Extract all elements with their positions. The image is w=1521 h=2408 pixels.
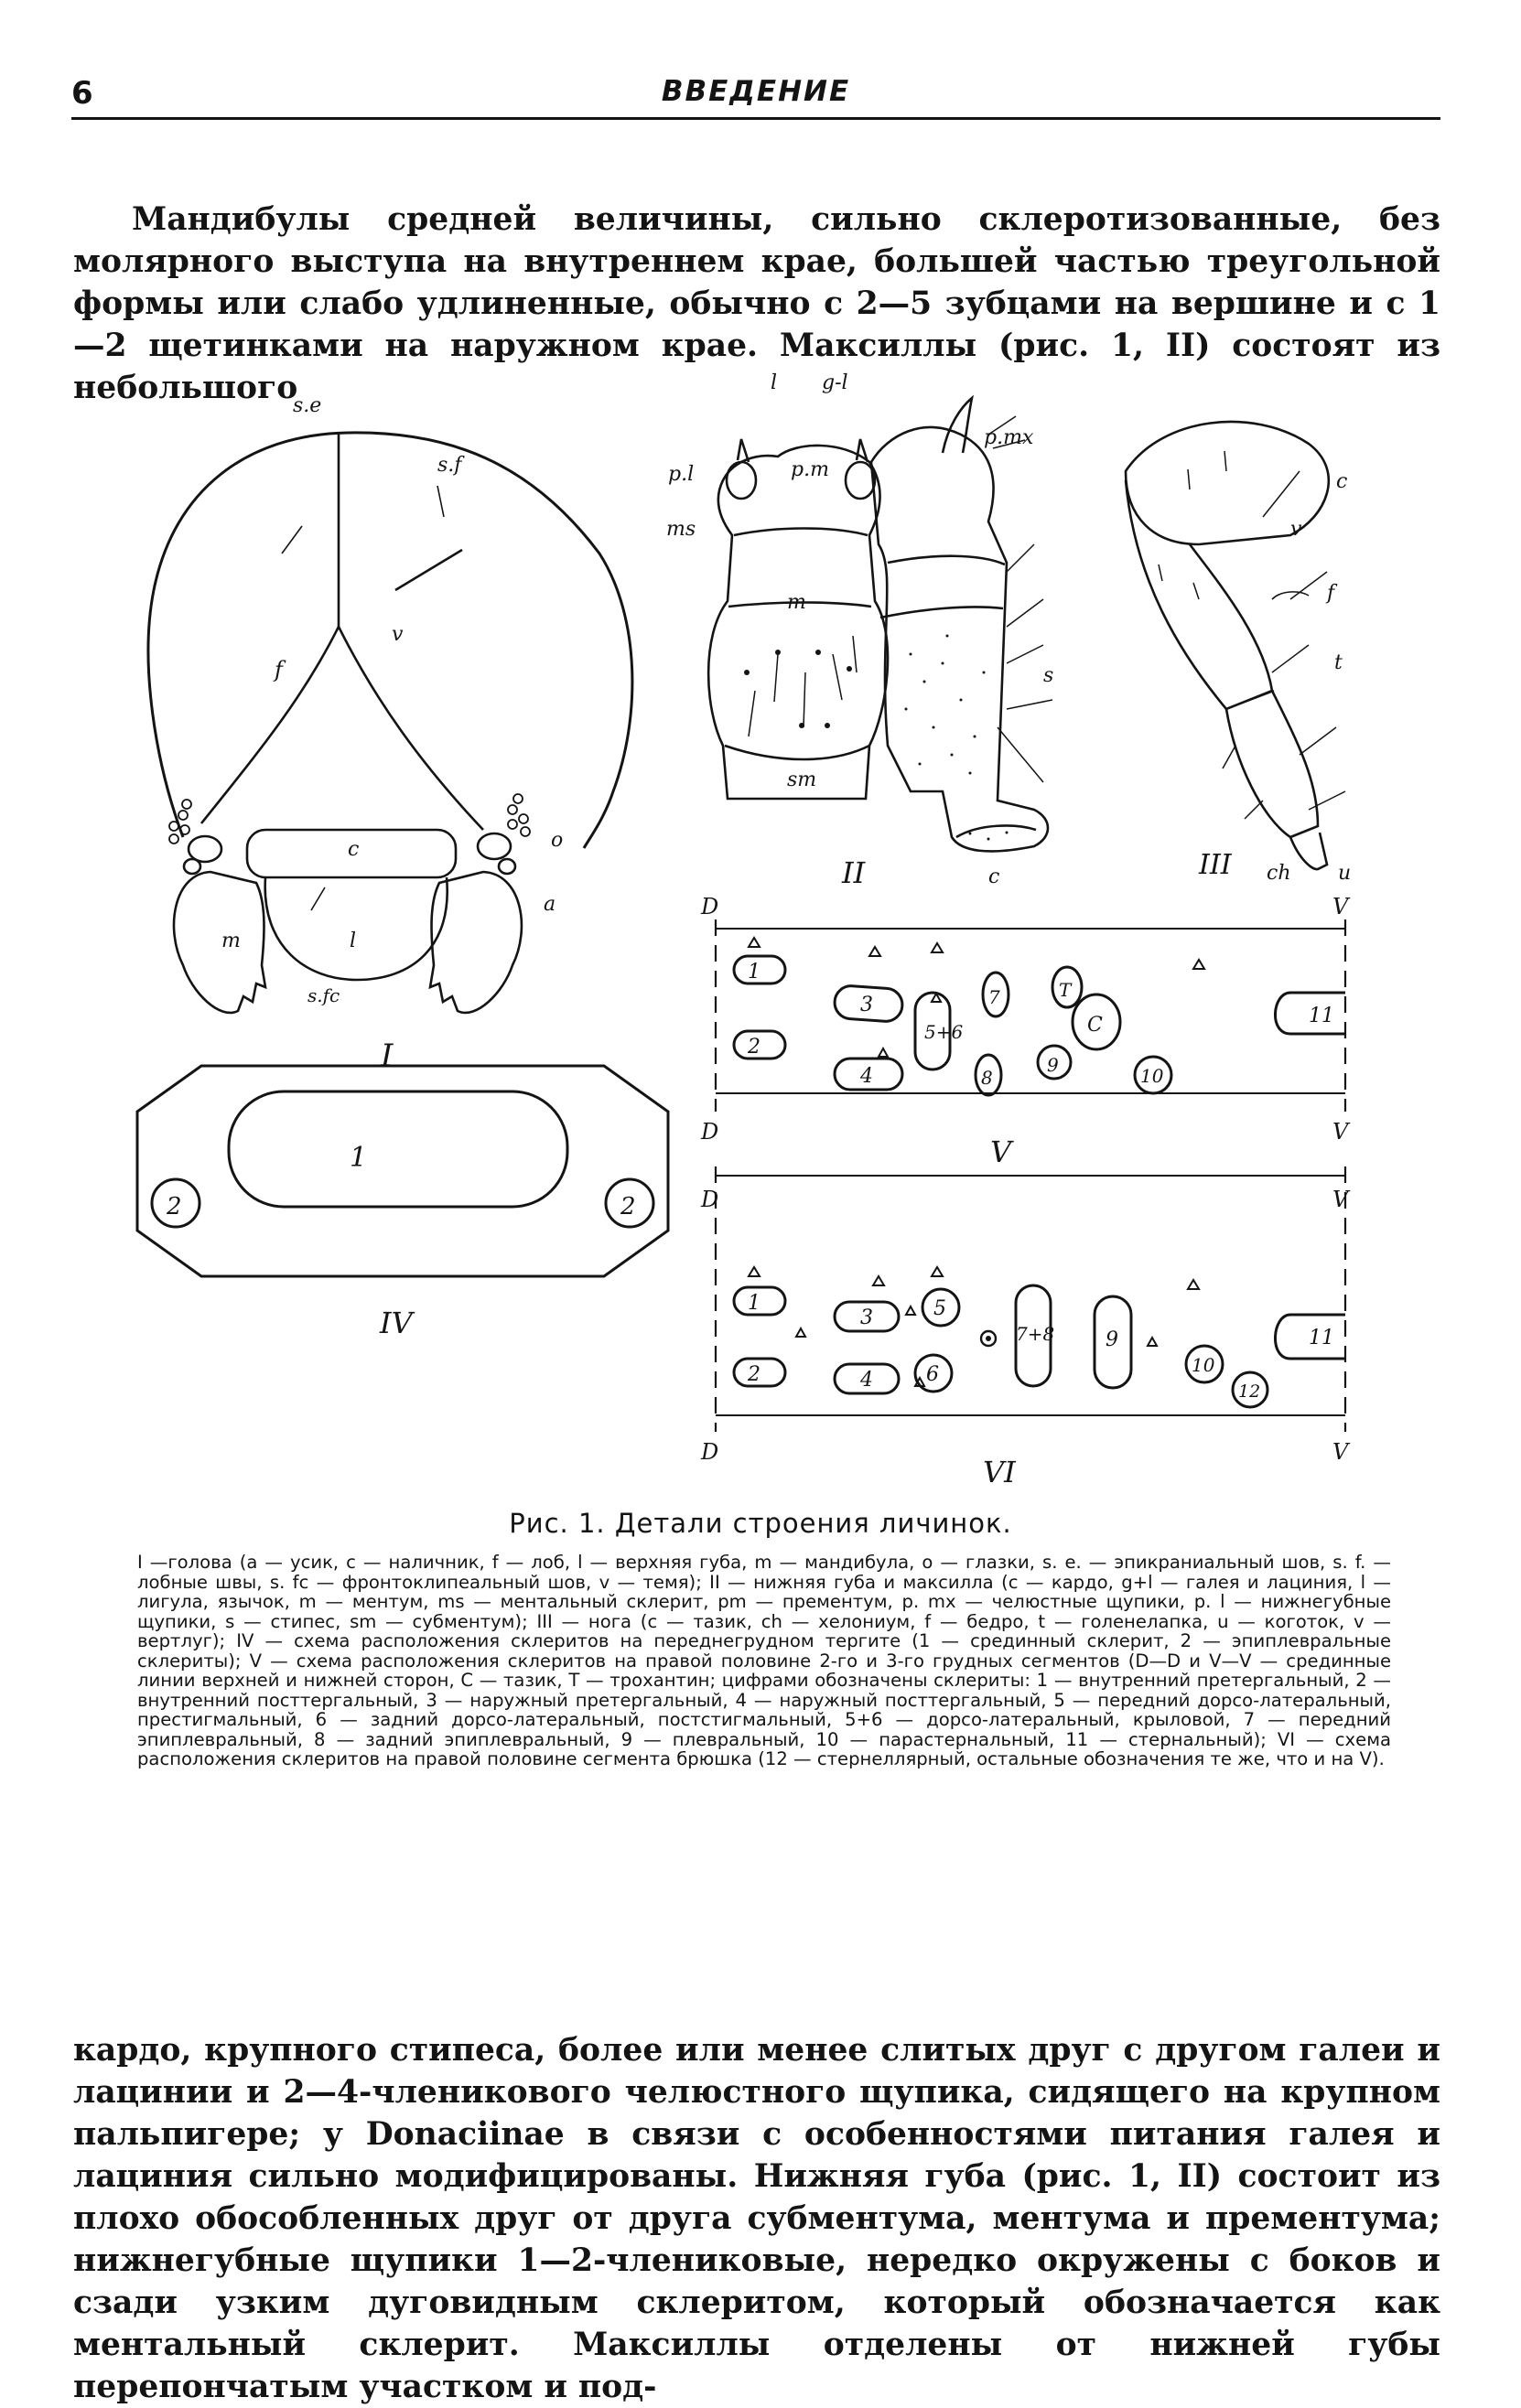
label-l2: l <box>771 371 778 394</box>
VI-9: 9 <box>1106 1328 1118 1351</box>
VI-V-top: V <box>1332 1187 1349 1212</box>
VI-4: 4 <box>860 1369 873 1392</box>
panel-scheme-V <box>700 894 1351 1169</box>
panel-label-II: II <box>842 855 866 890</box>
panel-label-I: I <box>381 1037 394 1074</box>
head-capsule <box>148 433 632 848</box>
label-gl: g-l <box>822 371 848 394</box>
V-2: 2 <box>748 1036 760 1059</box>
figure-1 <box>82 361 1400 1487</box>
prothorax-outline <box>137 1066 668 1276</box>
label-f: f <box>275 657 283 683</box>
VI-5: 5 <box>933 1297 946 1320</box>
maxilla-outline <box>871 427 1048 852</box>
label-f2: f <box>1327 582 1335 605</box>
figure-drawing <box>82 361 1400 1487</box>
VI-D-top: D <box>701 1187 719 1212</box>
panel-scheme-IV <box>137 1066 668 1340</box>
VI-D-bottom: D <box>701 1439 719 1465</box>
running-title: ВВЕДЕНИЕ <box>661 75 851 108</box>
frontal-suture <box>201 627 483 830</box>
V-C: C <box>1087 1014 1103 1037</box>
VI-10: 10 <box>1192 1354 1215 1376</box>
antenna-right <box>478 833 511 859</box>
IV-1: 1 <box>350 1142 368 1174</box>
VI-1: 1 <box>748 1292 760 1315</box>
panel-scheme-VI <box>700 1166 1351 1487</box>
V-T: T <box>1059 979 1072 1001</box>
VI-12: 12 <box>1238 1381 1261 1402</box>
label-ms: ms <box>666 518 696 541</box>
ocelli-right <box>508 794 530 836</box>
running-header <box>71 71 1440 117</box>
V-1: 1 <box>748 961 760 984</box>
panel-label-V: V <box>990 1134 1012 1169</box>
V-11: 11 <box>1309 1005 1334 1027</box>
VI-3: 3 <box>860 1306 873 1329</box>
label-pm: p.m <box>791 458 829 481</box>
label-pl: p.l <box>668 463 695 486</box>
label-m: m <box>221 930 241 952</box>
label-se: s.e <box>293 394 322 417</box>
label-sm: sm <box>787 769 817 791</box>
V-4: 4 <box>860 1065 873 1088</box>
figure-caption-title: Рис. 1. Детали строения личинок. <box>509 1508 1012 1539</box>
mandible-left <box>174 872 265 1013</box>
VI-7-8: 7+8 <box>1016 1323 1055 1345</box>
panel-label-III: III <box>1199 849 1232 881</box>
panel-head <box>148 394 632 1074</box>
V-D-bottom: D <box>701 1119 719 1145</box>
labrum <box>265 877 448 980</box>
VI-V-bottom: V <box>1332 1439 1349 1465</box>
V-V-bottom: V <box>1332 1119 1349 1145</box>
V-9: 9 <box>1047 1054 1059 1076</box>
V-5-6: 5+6 <box>924 1021 964 1043</box>
label-c3: c <box>1336 470 1348 493</box>
label-ch: ch <box>1267 862 1291 885</box>
label-pmx: p.mx <box>984 426 1034 449</box>
V-3: 3 <box>860 994 873 1016</box>
VI-11: 11 <box>1309 1327 1334 1349</box>
V-8: 8 <box>981 1067 993 1089</box>
panel-label-IV: IV <box>380 1306 413 1340</box>
label-l: l <box>350 930 357 952</box>
V-10: 10 <box>1140 1065 1164 1087</box>
label-s: s <box>1043 664 1054 687</box>
page-number: 6 <box>71 75 93 112</box>
stipes-stipple <box>905 635 1009 841</box>
label-m2: m <box>787 591 806 614</box>
label-c2: c <box>988 865 1000 888</box>
label-c: c <box>348 838 360 861</box>
V-D-top: D <box>701 894 719 919</box>
paragraph-bottom: кардо, крупного стипеса, более или менее слитых друг с другом галеи и лацинии и 2—4-членикового челюстного щупика, сидящего на крупном пальпигере; у Donaciinae в связи с особенностями питания галея и лациния сильно модифицированы. Нижняя губа (рис. 1, II) состоит из плохо обособленных друг от друга субментума, ментума и прементума; нижнегубные щупики 1—2-члениковые, нередко окружены с боков и сзади узким дуговидным склеритом, который обозначается как ментальный склерит. Максиллы отделены от нижней губы перепончатым участком и под- <box>73 2031 1440 2405</box>
tibiotarsus <box>1226 691 1318 837</box>
figure-legend: I —голова (a — усик, c — наличник, f — лоб, l — верхняя губа, m — мандибула, o — глазки, s. e. — эпикраниальный шов, s. f. — лобные швы, s. fc — фронтоклипеальный шов, v — темя); II — нижняя губа и максилла (c — кардо, g+l — галея и лациния, l —лигула, язычок, m — ментум, ms — ментальный склерит, pm — прементум, p. mx — челюстные щупики, p. l — нижнегубные щупики, s — стипес, sm — субментум); III — нога (c — тазик, ch — хелониум, f — бедро, t — голенелапка, u — коготок, v — вертлуг); IV — схема расположения склеритов на переднегрудном тергите (1 — срединный склерит, 2 — эпиплевральные склериты); V — схема расположения склеритов на правой половине 2-го и 3-го грудных сегментов (D—D и V—V — срединные линии верхней и нижней сторон, C — тазик, T — трохантин; цифрами обозначены склериты: 1 — внутренний претергальный, 2 — внутренний посттергальный, 3 — наружный претергальный, 4 — наружный посттергальный, 5 — передний дорсо-латеральный, престигмальный, 6 — задний дорсо-латеральный, постстигмальный, 5+6 — дорсо-латеральный, крыловой, 7 — передний эпиплевральный, 8 — задний эпиплевральный, 9 — плевральный, 10 — парастернальный, 11 — стернальный); VI — схема расположения склеритов на правой половине сегмента брюшка (12 — стернеллярный, остальные обозначения те же, что и на V). <box>137 1552 1391 1769</box>
panel-leg <box>1126 422 1351 885</box>
label-a: a <box>544 893 556 916</box>
IV-2b: 2 <box>620 1193 636 1220</box>
panel-mouthparts <box>666 371 1053 890</box>
IV-2a: 2 <box>167 1193 182 1220</box>
VI-6: 6 <box>926 1363 939 1386</box>
label-sf: s.f <box>437 454 462 477</box>
label-v2: v <box>1290 518 1302 541</box>
V-7: 7 <box>988 986 1000 1008</box>
label-o: o <box>551 829 564 852</box>
label-t: t <box>1334 651 1343 674</box>
VI-2: 2 <box>748 1363 760 1386</box>
panel-label-VI: VI <box>983 1455 1016 1487</box>
trochanter-femur <box>1126 480 1272 709</box>
paragraph-top: Мандибулы средней величины, сильно склеротизованные, без молярного выступа на внутреннем крае, большей частью треугольной формы или слабо удлиненные, обычно с 2—5 зубцами на вершине и с 1—2 щетинками на наружном крае. Максиллы (рис. 1, II) состоят из небольшого <box>73 200 1440 406</box>
label-v: v <box>392 623 404 646</box>
label-sfc: s.fc <box>307 984 340 1006</box>
label-u: u <box>1338 862 1352 885</box>
V-V-top: V <box>1332 894 1349 919</box>
header-rule <box>71 117 1440 120</box>
mandible-right <box>430 872 522 1013</box>
